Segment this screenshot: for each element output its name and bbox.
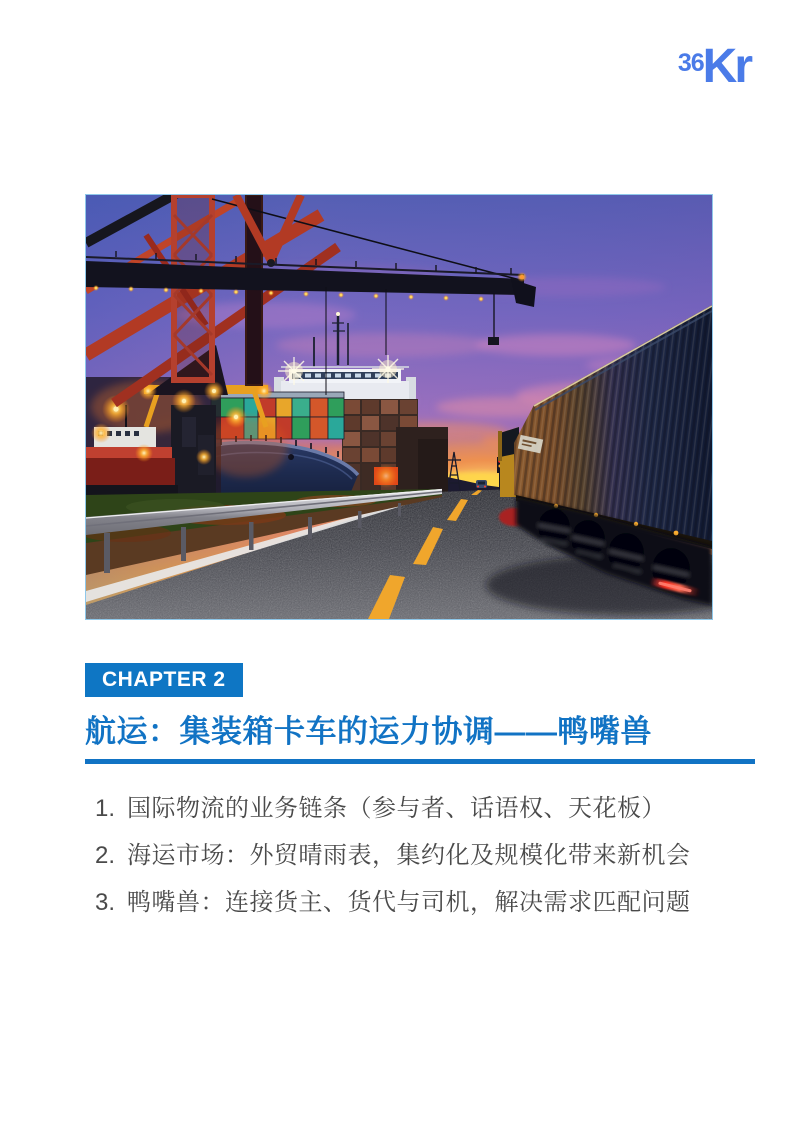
toc-item-number: 1.	[95, 795, 116, 822]
36kr-logo	[677, 40, 750, 93]
port-sunset-scene	[86, 195, 712, 619]
toc-item-text: 鸭嘴兽：连接货主、货代与司机，解决需求匹配问题	[127, 889, 691, 916]
distant-car	[476, 480, 487, 488]
chapter-title: 航运：集装箱卡车的运力协调——鸭嘴兽	[85, 714, 652, 749]
toc-item	[95, 795, 735, 823]
logo-kr-text: Kr	[702, 40, 750, 93]
toc-item	[95, 842, 735, 870]
chapter-badge: CHAPTER 2	[85, 663, 243, 697]
logo-36-text: 36	[677, 49, 704, 77]
title-divider	[85, 759, 755, 764]
hero-image	[85, 194, 713, 620]
toc-item-text: 海运市场：外贸晴雨表，集约化及规模化带来新机会	[127, 842, 691, 869]
toc-item-number: 3.	[95, 889, 116, 916]
toc-item-text: 国际物流的业务链条（参与者、话语权、天花板）	[127, 795, 666, 822]
toc-item-number: 2.	[95, 842, 116, 869]
chapter-toc-list	[95, 795, 735, 936]
toc-item	[95, 889, 735, 917]
